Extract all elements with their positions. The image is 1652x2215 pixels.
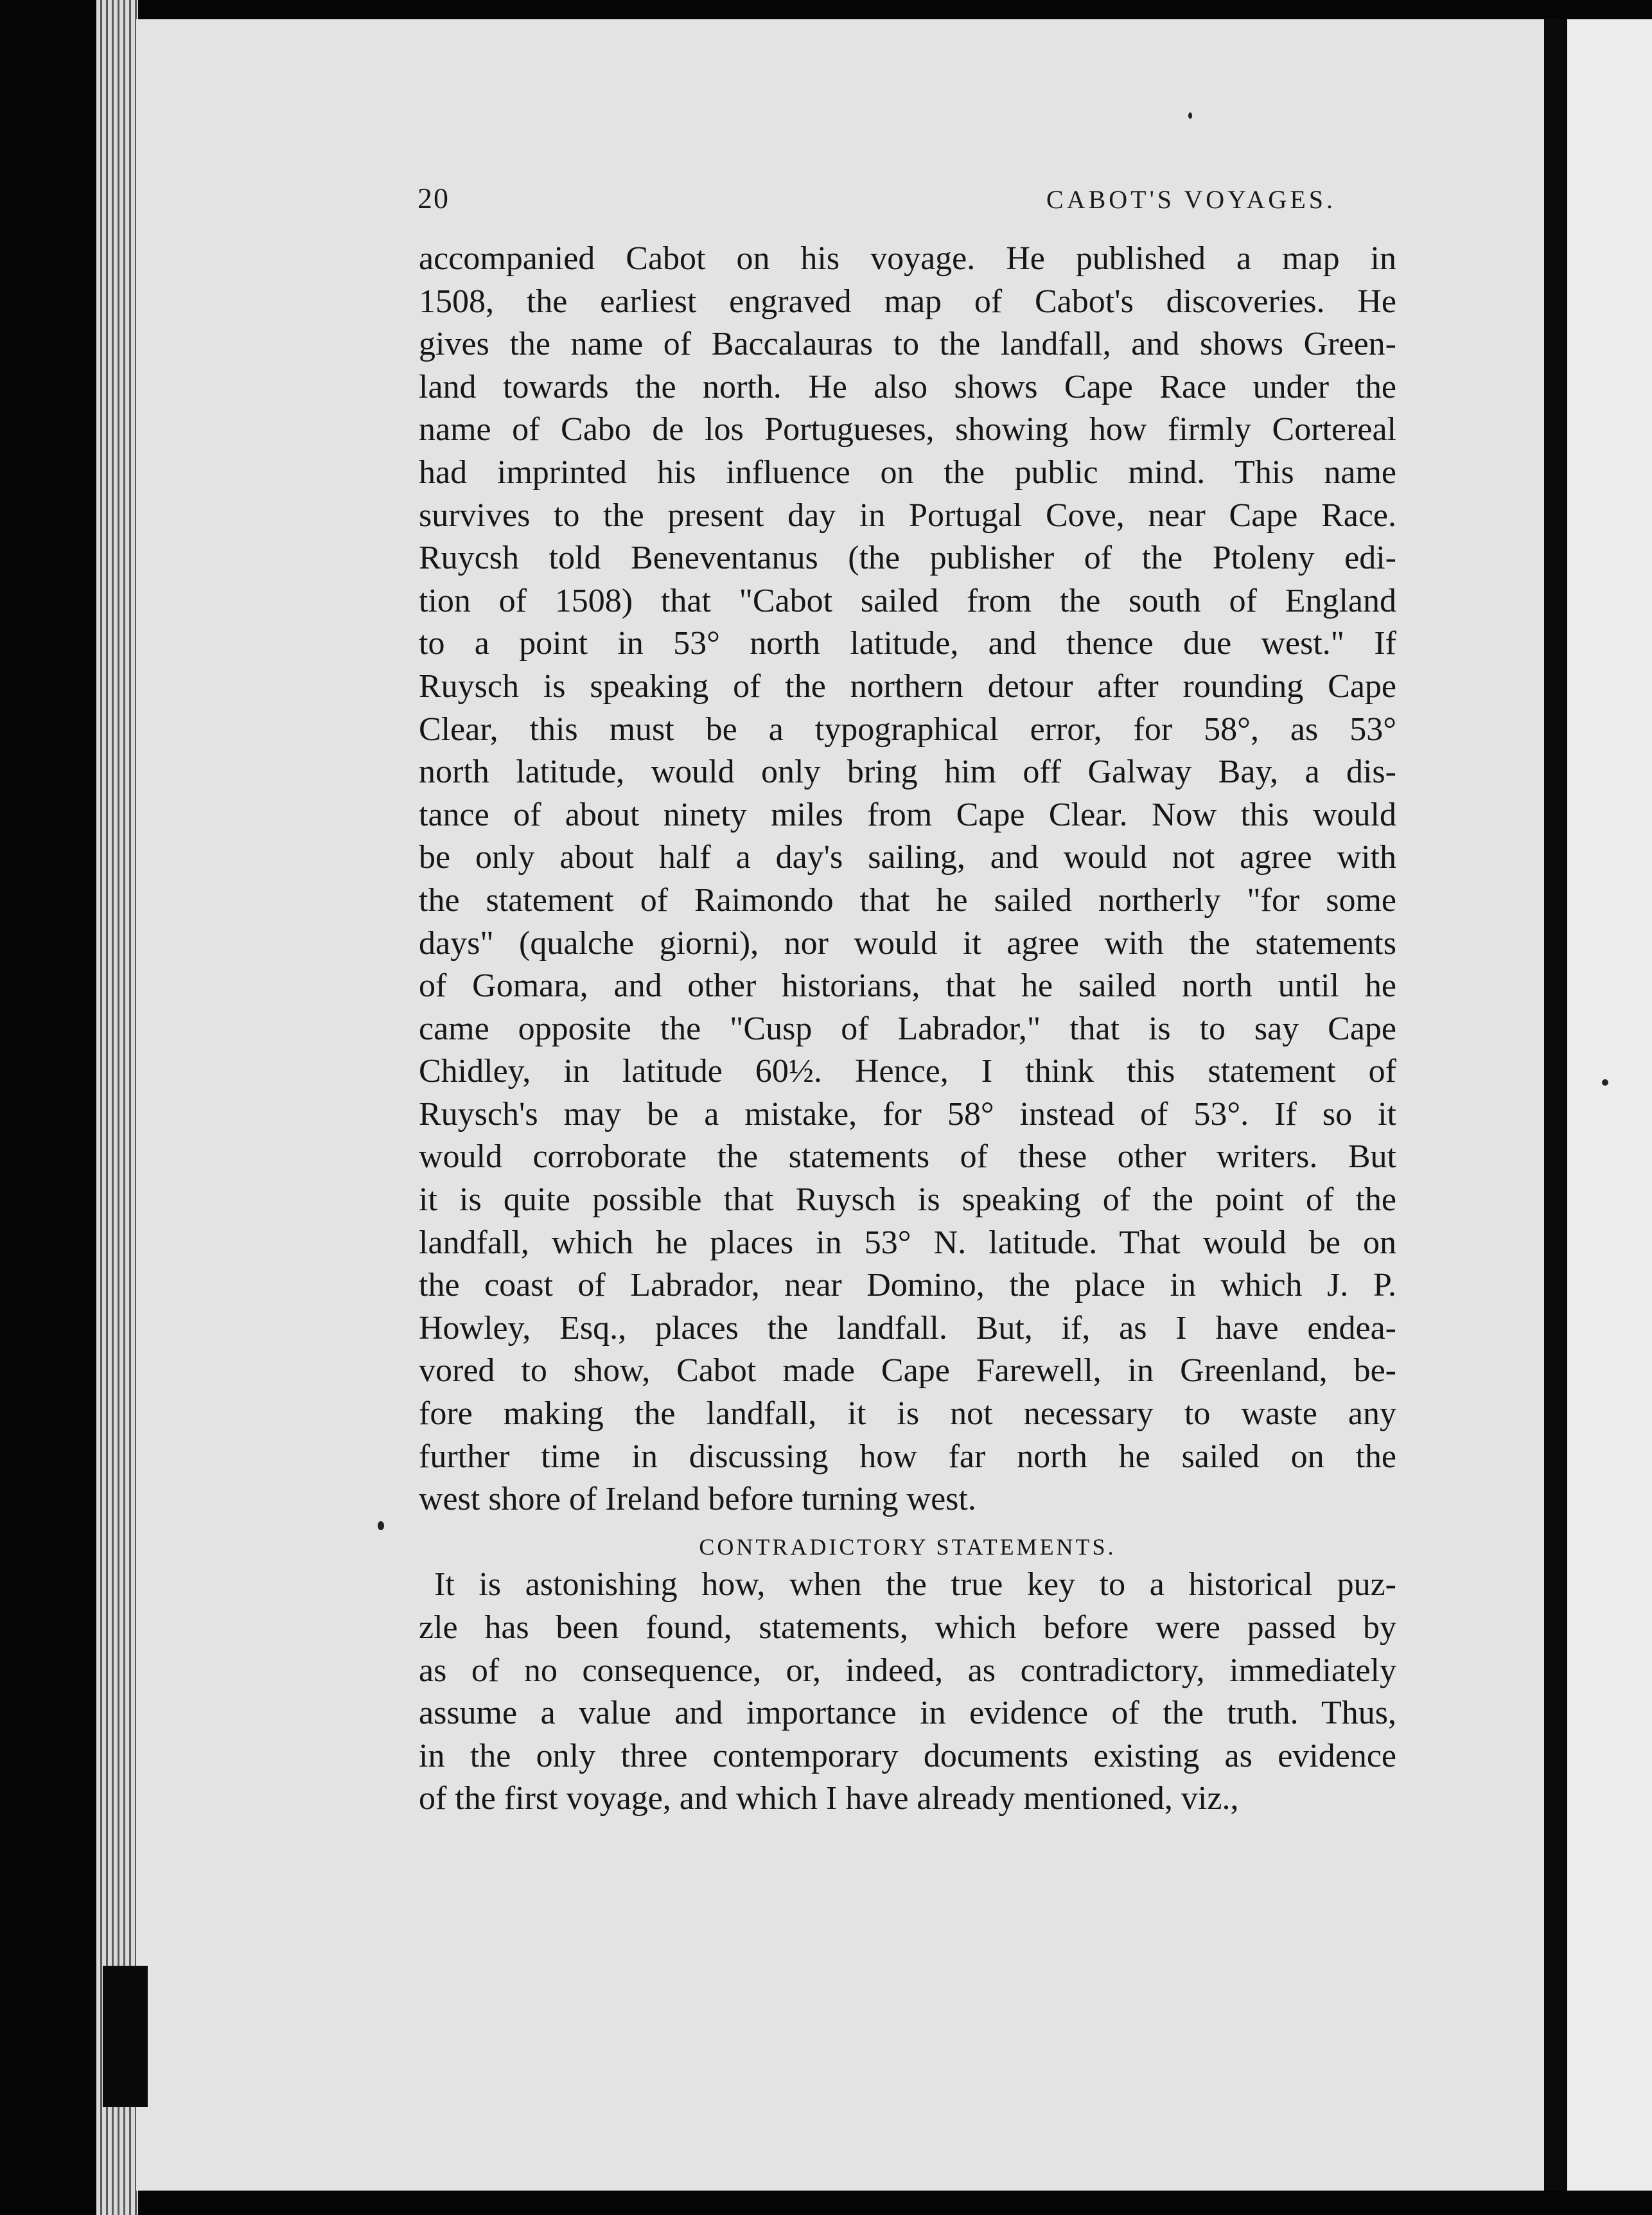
text-line: name of Cabo de los Portugueses, showing how firmly Cortereal [419,411,1396,448]
paragraph-2 [419,1564,1396,1821]
dust-speck [378,1521,384,1530]
text-line: Clear, this must be a typographical error, for 58°, as 53° [419,710,1396,748]
running-title: CABOT'S VOYAGES. [1046,185,1336,214]
text-line: 1508, the earliest engraved map of Cabot's discoveries. He [419,283,1396,320]
text-line: had imprinted his influence on the public mind. This name [419,454,1396,491]
text-line: Ruysch's may be a mistake, for 58° instead of 53°. If so it [419,1095,1396,1133]
text-line: in the only three contemporary documents existing as evidence [419,1737,1396,1774]
text-line: accompanied Cabot on his voyage. He published a map in [419,240,1396,277]
text-line: Ruycsh told Beneventanus (the publisher of the Ptoleny edi- [419,540,1396,577]
text-line: Howley, Esq., places the landfall. But, if, as I have endea- [419,1309,1396,1346]
text-line: tion of 1508) that "Cabot sailed from the south of England [419,582,1396,619]
body-text [419,238,1396,1821]
text-line: tance of about ninety miles from Cape Clear. Now this would [419,796,1396,833]
binding-mark [103,1966,148,2107]
text-line: fore making the landfall, it is not necessary to waste any [419,1395,1396,1433]
text-line: gives the name of Baccalauras to the landfall, and shows Green- [419,326,1396,363]
dust-speck [1602,1079,1608,1086]
text-line: came opposite the "Cusp of Labrador," that is to say Cape [419,1010,1396,1047]
text-line: as of no consequence, or, indeed, as contradictory, immediately [419,1652,1396,1689]
paragraph-1 [419,238,1396,1521]
text-line: of the first voyage, and which I have already mentioned, viz., [419,1780,1239,1817]
text-line: to a point in 53° north latitude, and thence due west." If [419,625,1396,662]
facing-page-edge [1567,19,1652,2191]
section-heading: CONTRADICTORY STATEMENTS. [699,1533,1116,1560]
text-line: vored to show, Cabot made Cape Farewell, in Greenland, be- [419,1352,1396,1390]
text-line: it is quite possible that Ruysch is speaking of the point of the [419,1181,1396,1219]
text-line: land towards the north. He also shows Cape Race under the [419,368,1396,405]
text-line: landfall, which he places in 53° N. latitude. That would be on [419,1224,1396,1261]
text-line: the statement of Raimondo that he sailed northerly "for some [419,881,1396,919]
text-line: west shore of Ireland before turning west. [419,1481,976,1518]
text-line: Ruysch is speaking of the northern detour after rounding Cape [419,667,1396,705]
text-line: It is astonishing how, when the true key to a historical puz- [434,1566,1396,1603]
text-line: days" (qualche giorni), nor would it agree with the statements [419,924,1396,962]
text-line: of Gomara, and other historians, that he sailed north until he [419,967,1396,1005]
page-number: 20 [417,182,450,215]
text-line: be only about half a day's sailing, and would not agree with [419,839,1396,876]
dust-speck [1188,112,1192,119]
text-line: north latitude, would only bring him off Galway Bay, a dis- [419,754,1396,791]
text-line: survives to the present day in Portugal Cove, near Cape Race. [419,497,1396,534]
text-line: assume a value and importance in evidence of the truth. Thus, [419,1695,1396,1732]
text-line: would corroborate the statements of these other writers. But [419,1138,1396,1176]
text-line: Chidley, in latitude 60½. Hence, I think this statement of [419,1053,1396,1090]
page-edges [96,0,138,2215]
running-head [417,181,1336,215]
text-line: further time in discussing how far north he sailed on the [419,1438,1396,1475]
text-line: zle has been found, statements, which before were passed by [419,1609,1396,1646]
text-line: the coast of Labrador, near Domino, the place in which J. P. [419,1267,1396,1304]
page-gutter-shadow [1544,19,1567,2191]
